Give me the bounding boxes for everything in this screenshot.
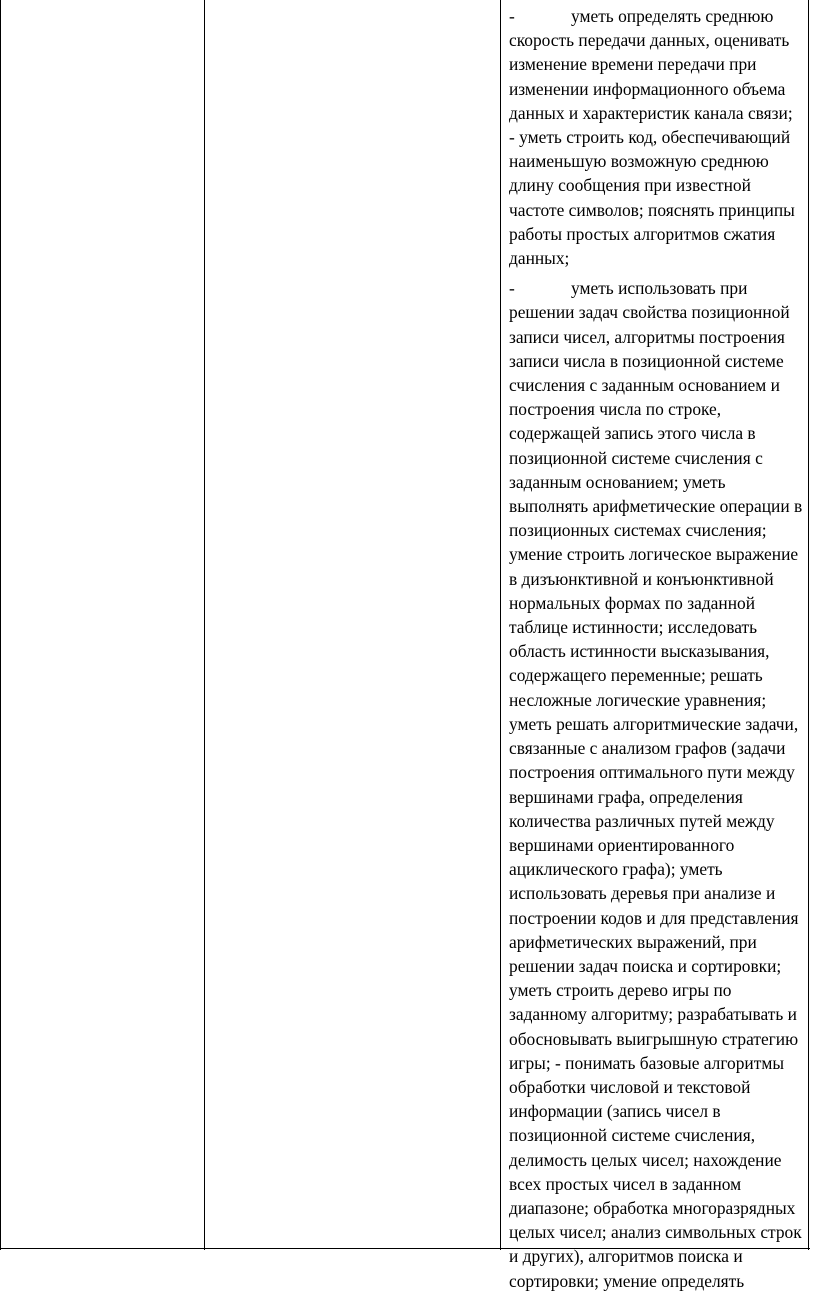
paragraph-average-speed	[509, 4, 805, 125]
table-border-right	[808, 0, 809, 1250]
paragraph-positional-systems	[509, 276, 805, 1293]
paragraph-code-building: - уметь строить код, обеспечивающий наименьшую возможную среднюю длину сообщения при известной частоте символов; пояснять принципы работы простых алгоритмов сжатия данных;	[509, 127, 795, 269]
column-divider-2	[500, 0, 501, 1250]
table-border-left	[0, 0, 1, 1250]
paragraph-continuation: скорость передачи данных, оценивать изменение времени передачи при изменении информационного объема данных и характеристик канала связи;	[509, 30, 793, 123]
paragraph-continuation: решении задач свойства позиционной записи чисел, алгоритмы построения записи числа в позиционной системе счисления с заданным основанием и построения числа по строке, содержащей запись этого числа в позиционной системе счисления с заданным основанием; уметь выполнять арифметические операции в позиционных системах счисления; умение строить логическое выражение в дизъюнктивной и конъюнктивной нормальных формах по заданной таблице истинности; исследовать область истинности высказывания, содержащего переменные; решать несложные логические уравнения; уметь решать алгоритмические задачи, связанные с анализом графов (задачи построения оптимального пути между вершинами графа, определения количества различных путей между вершинами ориентированного ациклического графа); уметь использовать деревья при анализе и построении кодов и для представления арифметических выражений, при решении задач поиска и сортировки; уметь строить дерево игры по заданному алгоритму; разрабатывать и обосновывать выигрышную стратегию игры; - понимать базовые алгоритмы обработки числовой и текстовой информации (запись чисел в позиционной системе счисления, делимость целых чисел; нахождение всех простых чисел в заданном диапазоне; обработка многоразрядных целых чисел; анализ символьных строк и других), алгоритмов поиска и сортировки; умение определять	[509, 302, 803, 1291]
table-cell-column-3	[509, 4, 805, 1293]
paragraph-first-line: уметь определять среднюю	[571, 6, 774, 26]
column-divider-1	[204, 0, 205, 1250]
list-dash: -	[509, 6, 515, 26]
list-dash: -	[509, 278, 515, 299]
paragraph-first-line: уметь использовать при	[571, 278, 748, 299]
